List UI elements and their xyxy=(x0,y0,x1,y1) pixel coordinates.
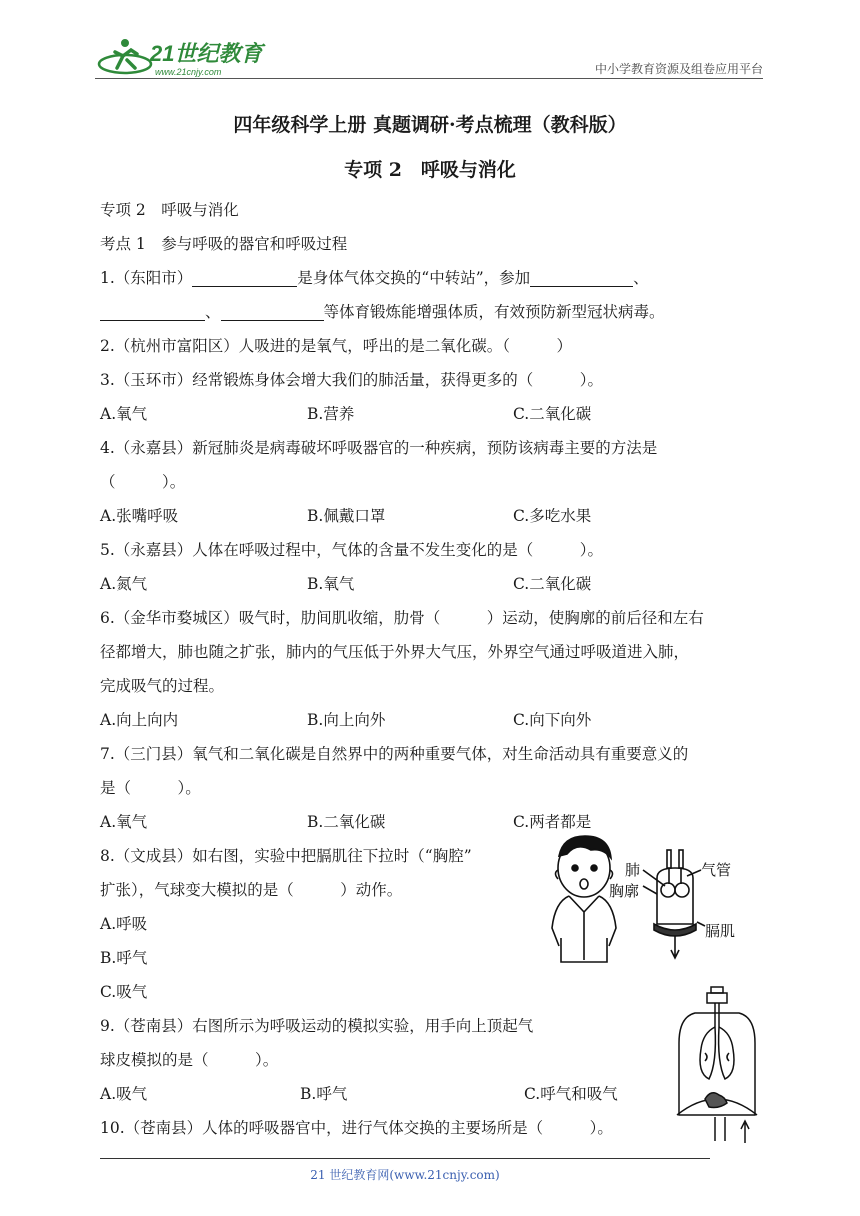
option-c: C.二氧化碳 xyxy=(513,405,592,423)
page-header xyxy=(95,30,763,82)
option-a: A.向上向内 xyxy=(100,711,179,729)
platform-label: 中小学教育资源及组卷应用平台 xyxy=(594,62,763,76)
option-c: C.呼气和吸气 xyxy=(524,1085,618,1103)
question-9-options xyxy=(100,1077,764,1111)
question-1-line-1 xyxy=(100,261,764,295)
option-b: B.氧气 xyxy=(307,575,355,593)
question-1-line-2 xyxy=(100,295,764,329)
page-footer: 21 世纪教育网(www.21cnjy.com) xyxy=(310,1168,500,1182)
option-c: C.两者都是 xyxy=(513,813,592,831)
question-7-line-2: 是（ ）。 xyxy=(100,779,201,797)
diaphragm-label: 膈肌 xyxy=(705,922,736,940)
option-a: A.吸气 xyxy=(100,1085,148,1103)
question-8-option-b: B.呼气 xyxy=(100,949,148,967)
question-4-line-1: 4.（永嘉县）新冠肺炎是病毒破坏呼吸器官的一种疾病，预防该病毒主要的方法是 xyxy=(100,439,658,457)
footer-divider xyxy=(100,1158,710,1159)
option-b: B.呼气 xyxy=(300,1085,348,1103)
question-8-option-a: A.呼吸 xyxy=(100,915,148,933)
bell-jar-figure xyxy=(675,983,765,1145)
question-3: 3.（玉环市）经常锻炼身体会增大我们的肺活量，获得更多的（ ）。 xyxy=(100,371,604,389)
option-a: A.氧气 xyxy=(100,405,148,423)
section-heading: 专项 2 呼吸与消化 xyxy=(100,201,239,219)
question-6-line-3: 完成吸气的过程。 xyxy=(100,677,225,695)
question-4-options xyxy=(100,499,764,533)
question-8-line-2: 扩张），气球变大模拟的是（ ）动作。 xyxy=(100,881,403,899)
q1-part-a: 1.（东阳市） xyxy=(100,269,193,287)
option-a: A.氧气 xyxy=(100,813,148,831)
option-b: B.二氧化碳 xyxy=(307,813,386,831)
question-4-line-2: （ ）。 xyxy=(100,473,186,491)
option-b: B.向上向外 xyxy=(307,711,386,729)
logo-text: 21世纪教育 xyxy=(150,41,263,66)
question-3-options xyxy=(100,397,764,431)
question-5: 5.（永嘉县）人体在呼吸过程中，气体的含量不发生变化的是（ ）。 xyxy=(100,541,604,559)
question-9-line-2: 球皮模拟的是（ ）。 xyxy=(100,1051,279,1069)
logo-url: www.21cnjy.com xyxy=(155,67,222,77)
question-6-line-1: 6.（金华市婺城区）吸气时，肋间肌收缩，肋骨（ ）运动，使胸廓的前后径和左右 xyxy=(100,609,704,627)
document-subtitle: 专项 2 呼吸与消化 xyxy=(344,159,516,181)
site-logo xyxy=(95,34,295,78)
question-7-line-1: 7.（三门县）氧气和二氧化碳是自然界中的两种重要气体，对生命活动具有重要意义的 xyxy=(100,745,689,763)
ribcage-label: 胸廓 xyxy=(609,882,640,900)
question-2: 2.（杭州市富阳区）人吸进的是氧气，呼出的是二氧化碳。（ ） xyxy=(100,337,573,355)
trachea-label: 气管 xyxy=(701,861,732,879)
fill-blank xyxy=(530,266,633,287)
q1-part-e: 等体育锻炼能增强体质，有效预防新型冠状病毒。 xyxy=(323,303,665,321)
question-8-option-c: C.吸气 xyxy=(100,983,148,1001)
question-5-options xyxy=(100,567,764,601)
option-b: B.佩戴口罩 xyxy=(307,507,386,525)
question-9-line-1: 9.（苍南县）右图所示为呼吸运动的模拟实验，用手向上顶起气 xyxy=(100,1017,534,1035)
fill-blank xyxy=(100,300,205,321)
breathing-model-figure xyxy=(547,828,757,968)
q1-part-c: 、 xyxy=(633,269,649,287)
fill-blank xyxy=(192,266,297,287)
question-content xyxy=(100,193,764,1145)
fill-blank xyxy=(221,300,324,321)
q1-part-b: 是身体气体交换的“中转站”，参加 xyxy=(297,269,531,287)
option-a: A.氮气 xyxy=(100,575,148,593)
lung-label: 肺 xyxy=(625,861,641,879)
option-a: A.张嘴呼吸 xyxy=(100,507,179,525)
option-b: B.营养 xyxy=(307,405,355,423)
option-c: C.向下向外 xyxy=(513,711,592,729)
point-heading: 考点 1 参与呼吸的器官和呼吸过程 xyxy=(100,235,348,253)
question-10: 10.（苍南县）人体的呼吸器官中，进行气体交换的主要场所是（ ）。 xyxy=(100,1119,613,1137)
q1-part-d: 、 xyxy=(205,303,221,321)
question-6-options xyxy=(100,703,764,737)
option-c: C.多吃水果 xyxy=(513,507,592,525)
header-divider xyxy=(95,78,763,79)
question-8-line-1: 8.（文成县）如右图，实验中把膈肌往下拉时（“胸腔” xyxy=(100,847,472,865)
option-c: C.二氧化碳 xyxy=(513,575,592,593)
question-6-line-2: 径都增大，肺也随之扩张，肺内的气压低于外界大气压，外界空气通过呼吸道进入肺， xyxy=(100,643,690,661)
document-title: 四年级科学上册 真题调研·考点梳理（教科版） xyxy=(233,114,627,136)
